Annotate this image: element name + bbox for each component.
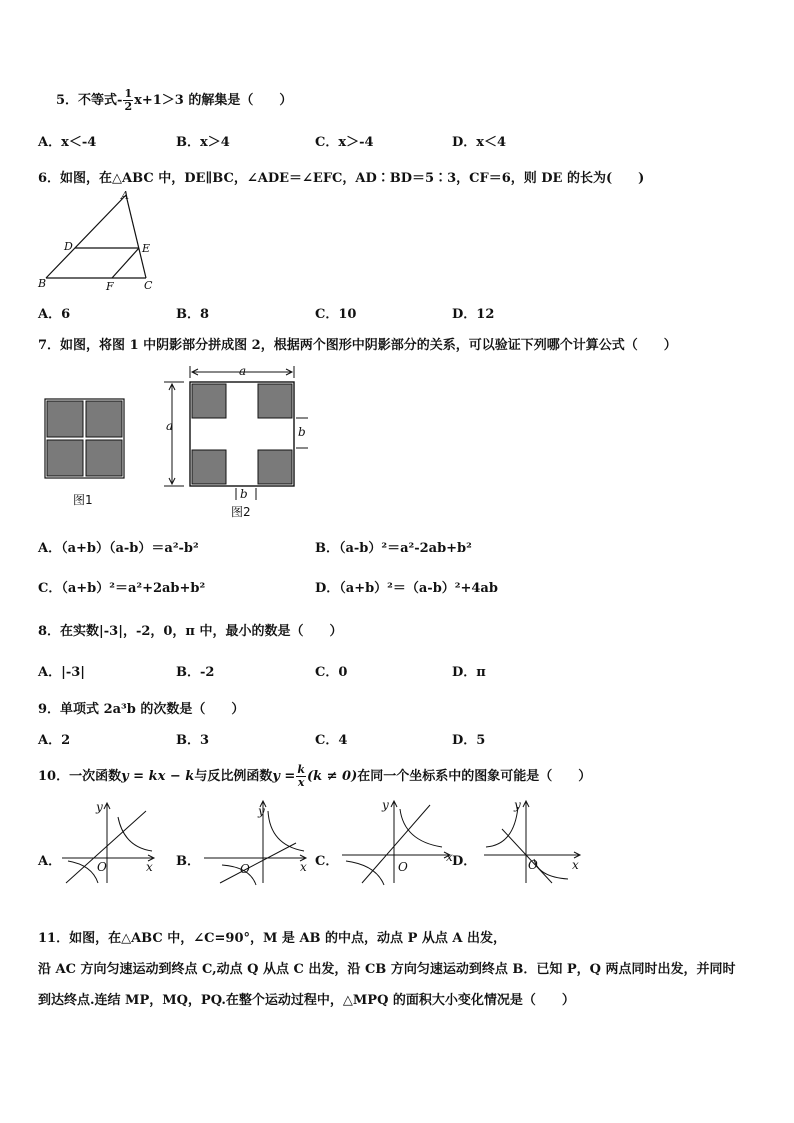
q10-b-y-label: y [258, 804, 265, 818]
q6-triangle-figure [36, 190, 166, 295]
q10-c-origin: O [398, 860, 408, 874]
q5-stem [56, 88, 292, 113]
q6-label-f: F [106, 280, 114, 293]
q6-option-a[interactable]: A．6 [38, 307, 71, 322]
q10-graph-d[interactable] [480, 795, 586, 887]
q8-option-a[interactable]: A．|-3| [38, 665, 85, 680]
q7-figure-2 [160, 360, 310, 510]
q10-suffix: 在同一个坐标系中的图象可能是（ ） [357, 769, 592, 784]
q5-prefix: 不等式- [78, 93, 123, 108]
q10-a-x-label: x [146, 860, 153, 874]
q10-graph-c[interactable] [338, 795, 458, 887]
q5-number: 5． [56, 93, 79, 108]
q7-stem: 7．如图，将图 1 中阴影部分拼成图 2，根据两个图形中阴影部分的关系，可以验证下列哪个计算公式（ ） [38, 338, 677, 353]
q10-y-eq: y = [272, 769, 296, 784]
q10-frac-den: x [297, 776, 305, 789]
q6-label-b: B [38, 277, 47, 290]
q10-a-y-label: y [96, 800, 103, 814]
q10-frac-num: k [297, 763, 305, 776]
q7-fig1-caption: 图1 [73, 493, 93, 507]
q6-stem: 6．如图，在△ABC 中，DE∥BC，∠ADE＝∠EFC，AD∶BD＝5∶3，CF＝6，则 DE 的长为( ) [38, 171, 645, 186]
q7-figure-1 [44, 398, 126, 480]
q8-stem: 8．在实数|-3|，-2，0，π 中，最小的数是（ ） [38, 624, 343, 639]
q7-option-d[interactable]: D．（a+b）²＝（a-b）²+4ab [315, 581, 498, 596]
q5-frac-den: 2 [124, 100, 133, 113]
q10-linear-eq: y = kx − k [121, 769, 195, 784]
q10-fraction [296, 764, 306, 789]
q7-label-b-right: b [298, 425, 306, 439]
q10-option-a[interactable]: A． [38, 854, 62, 869]
q10-option-d[interactable]: D． [452, 854, 477, 869]
q10-graph-a[interactable] [58, 795, 158, 887]
q5-fraction [123, 88, 133, 113]
q6-label-e: E [142, 242, 151, 255]
q5-option-b[interactable]: B．x＞4 [176, 135, 230, 150]
q10-b-origin: O [240, 862, 250, 876]
q9-option-a[interactable]: A．2 [38, 733, 71, 748]
q5-suffix: x+1＞3 的解集是（ ） [134, 93, 293, 108]
q8-option-d[interactable]: D．π [452, 665, 486, 680]
q6-option-c[interactable]: C．10 [315, 307, 357, 322]
q9-stem: 9．单项式 2a³b 的次数是（ ） [38, 702, 245, 717]
q5-frac-num: 1 [124, 87, 133, 100]
q7-label-b-bottom: b [240, 487, 248, 501]
q10-condition: (k ≠ 0) [306, 769, 358, 784]
q9-option-d[interactable]: D．5 [452, 733, 486, 748]
q6-option-d[interactable]: D．12 [452, 307, 495, 322]
q10-a-origin: O [97, 860, 107, 874]
q5-option-a[interactable]: A．x＜-4 [38, 135, 97, 150]
q10-c-y-label: y [382, 798, 389, 812]
q10-stem [38, 764, 591, 789]
q9-option-c[interactable]: C．4 [315, 733, 348, 748]
q7-option-c[interactable]: C．（a+b）²＝a²+2ab+b² [38, 581, 206, 596]
q5-option-d[interactable]: D．x＜4 [452, 135, 507, 150]
q10-d-x-label: x [572, 858, 579, 872]
q7-label-a-left: a [166, 419, 174, 433]
q6-label-c: C [144, 279, 153, 292]
q7-label-a-top: a [239, 364, 247, 378]
q10-graph-b[interactable] [200, 795, 310, 887]
q7-option-a[interactable]: A．（a+b）（a-b）＝a²-b² [38, 541, 199, 556]
q11-line-2: 沿 AC 方向匀速运动到终点 C,动点 Q 从点 C 出发，沿 CB 方向匀速运动到终点 B．已知 P，Q 两点同时出发，并同时 [38, 962, 736, 977]
q5-option-c[interactable]: C．x＞-4 [315, 135, 374, 150]
q10-c-x-label: x [446, 850, 453, 864]
q6-label-d: D [64, 240, 73, 253]
q10-option-b[interactable]: B． [176, 854, 200, 869]
q10-d-origin: O [528, 858, 538, 872]
q11-line-3: 到达终点.连结 MP，MQ，PQ.在整个运动过程中，△MPQ 的面积大小变化情况是（ ） [38, 993, 575, 1008]
q11-line-1: 11．如图，在△ABC 中，∠C=90°，M 是 AB 的中点，动点 P 从点 A 出发， [38, 931, 507, 946]
q10-option-c[interactable]: C． [315, 854, 339, 869]
q7-option-b[interactable]: B．（a-b）²＝a²-2ab+b² [315, 541, 472, 556]
q8-option-c[interactable]: C．0 [315, 665, 348, 680]
q6-label-a: A [121, 190, 129, 202]
q9-option-b[interactable]: B．3 [176, 733, 210, 748]
q10-mid: 与反比例函数 [194, 769, 273, 784]
q10-b-x-label: x [300, 860, 307, 874]
q6-option-b[interactable]: B．8 [176, 307, 210, 322]
q10-d-y-label: y [514, 798, 521, 812]
q7-fig2-caption: 图2 [231, 505, 251, 519]
q10-prefix: 10．一次函数 [38, 769, 122, 784]
q8-option-b[interactable]: B．-2 [176, 665, 215, 680]
